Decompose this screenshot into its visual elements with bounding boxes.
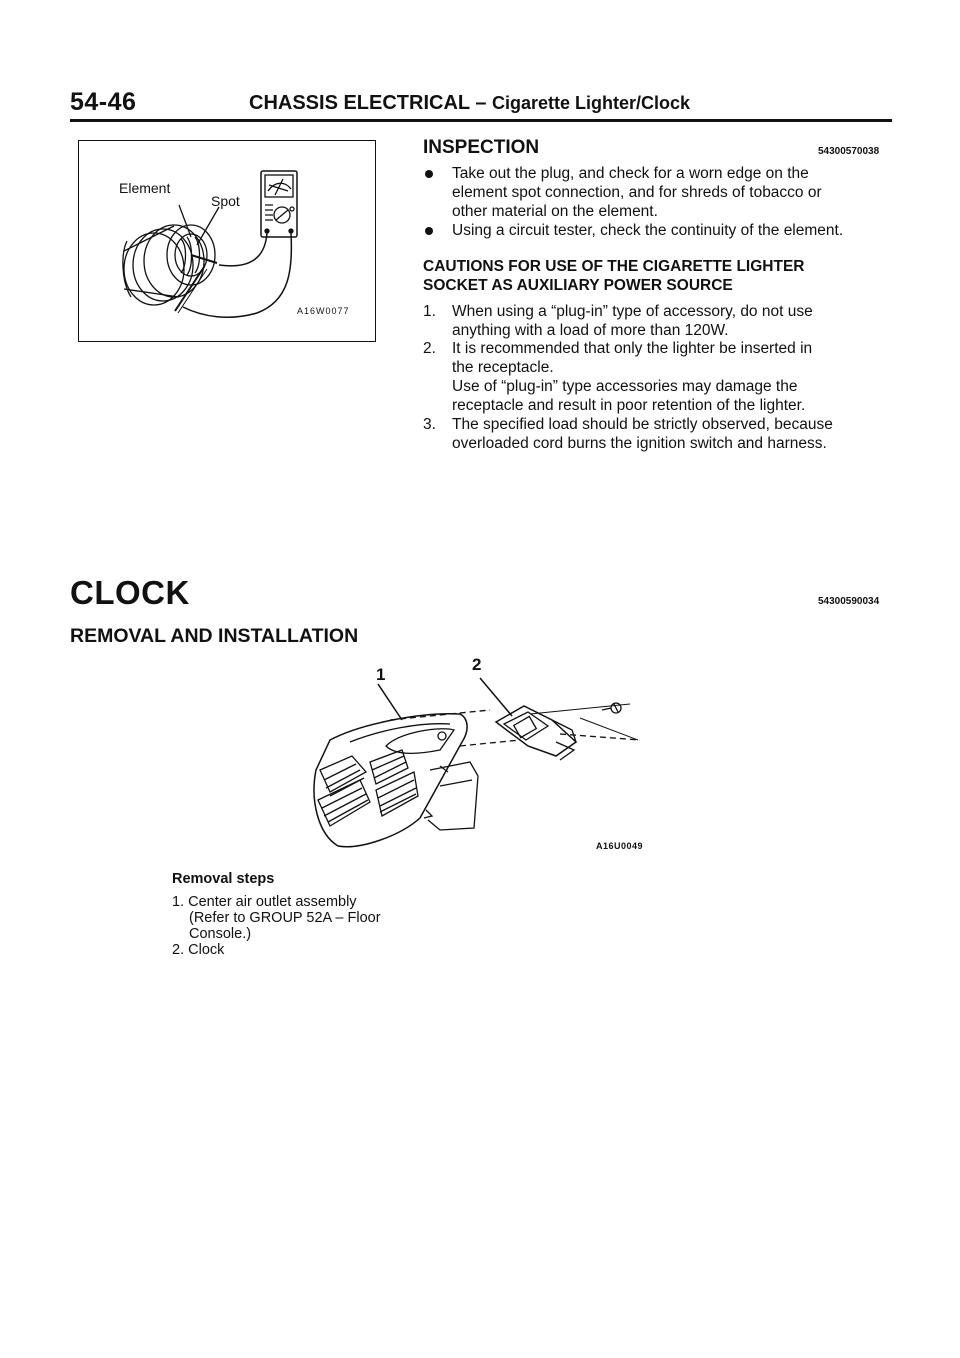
inspection-bullet-1: Take out the plug, and check for a worn edge on the element spot connection, and for shreds of tobacco or other material on the element.	[452, 165, 822, 220]
inspection-bullet-2: Using a circuit tester, check the continuity of the element.	[452, 222, 844, 239]
air-outlet-clock-illustration	[290, 650, 690, 860]
inspection-code: 54300570038	[818, 146, 880, 157]
figure-code: A16U0049	[596, 841, 644, 851]
title-separator: –	[475, 92, 487, 114]
caution-item-1: When using a “plug-in” type of accessory, do not use anything with a load of more than 120W.	[452, 303, 813, 339]
header-rule	[70, 119, 892, 122]
figure-code: A16W0077	[297, 306, 350, 316]
spot-label: Spot	[211, 193, 240, 209]
caution-number: 1.	[423, 303, 436, 320]
lighter-inspection-figure	[78, 140, 376, 342]
lighter-tester-illustration	[79, 141, 377, 343]
callout-2: 2	[472, 655, 482, 674]
caution-item-3: The specified load should be strictly observed, because overloaded cord burns the ignition switch and harness.	[452, 416, 833, 452]
caution-number: 2.	[423, 340, 436, 357]
caution-item-2: It is recommended that only the lighter be inserted in the receptacle. Use of “plug-in” type accessories may damage the receptacle and result in poor retention of the lighter.	[452, 340, 813, 414]
removal-step: 1. Center air outlet assembly	[172, 894, 357, 910]
page-title	[249, 92, 690, 115]
removal-step: 2. Clock	[172, 942, 225, 958]
bullet-icon	[425, 227, 433, 235]
callout-1: 1	[376, 665, 386, 684]
clock-code: 54300590034	[818, 596, 880, 607]
removal-steps-heading: Removal steps	[172, 871, 275, 887]
cautions-heading: CAUTIONS FOR USE OF THE CIGARETTE LIGHTER SOCKET AS AUXILIARY POWER SOURCE	[423, 258, 805, 294]
removal-step-continued: Console.)	[189, 926, 252, 942]
clock-title: CLOCK	[70, 574, 190, 611]
page-number: 54-46	[70, 88, 137, 116]
inspection-heading: INSPECTION	[423, 137, 540, 158]
subsection-title: Cigarette Lighter/Clock	[492, 93, 691, 113]
clock-removal-figure	[290, 650, 690, 860]
removal-installation-heading: REMOVAL AND INSTALLATION	[70, 625, 359, 647]
removal-steps-list	[172, 894, 381, 958]
section-title: CHASSIS ELECTRICAL	[249, 92, 470, 114]
removal-step-continued: (Refer to GROUP 52A – Floor	[189, 910, 381, 926]
bullet-icon	[425, 170, 433, 178]
element-label: Element	[119, 180, 171, 196]
caution-number: 3.	[423, 416, 436, 433]
